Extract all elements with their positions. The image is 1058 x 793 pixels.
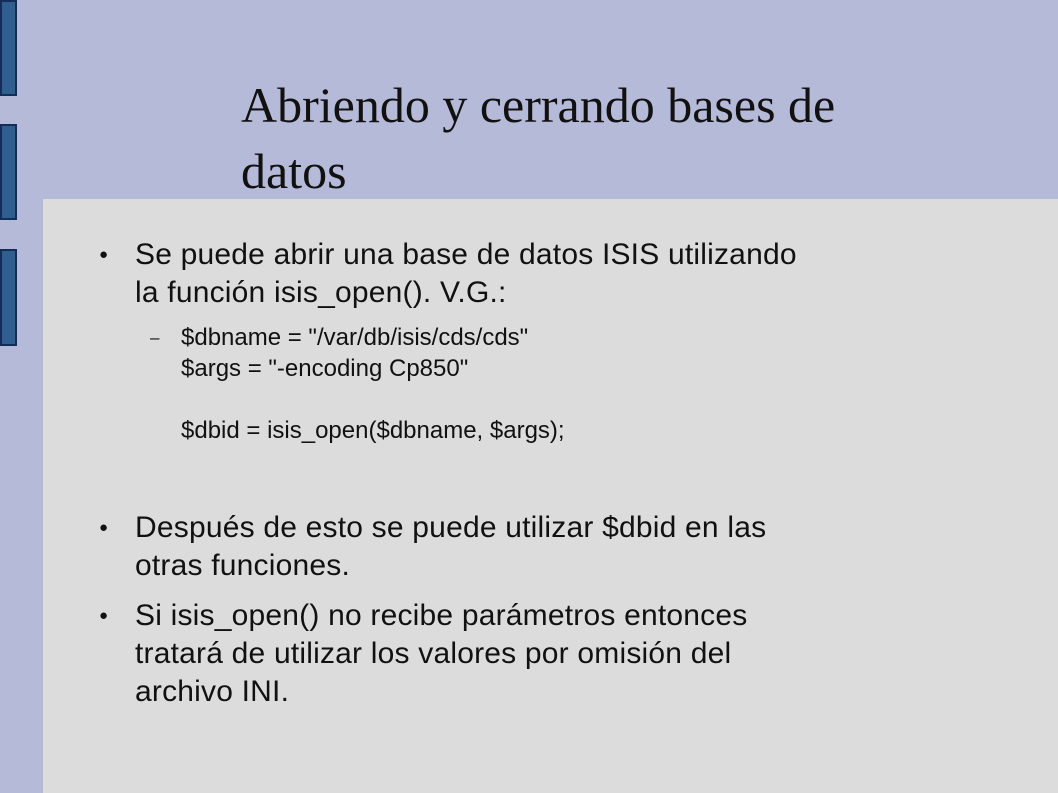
bullet-marker-3: ● — [99, 607, 109, 624]
bullet-3-line-1: Si isis_open() no recibe parámetros entonces — [135, 599, 748, 632]
bullet-2-line-1: Después de esto se puede utilizar $dbid en las — [135, 511, 767, 544]
bullet-2-line-2: otras funciones. — [135, 549, 350, 582]
bullet-text-3 — [135, 597, 955, 711]
left-decorative-bar-bottom — [0, 249, 17, 346]
left-decorative-bar-top — [0, 0, 17, 96]
code-line-dbid: $dbid = isis_open($dbname, $args); — [181, 417, 565, 444]
bullet-marker-1: ● — [99, 246, 109, 263]
code-blank-line — [181, 384, 881, 415]
sub-bullet-marker-1: – — [150, 328, 160, 347]
slide-title — [241, 72, 1021, 204]
bullet-text-2 — [135, 509, 955, 585]
code-line-dbname: $dbname = "/var/db/isis/cds/cds" — [181, 324, 529, 351]
bullet-3-line-3: archivo INI. — [135, 675, 290, 708]
left-decorative-bar-middle — [0, 124, 17, 220]
code-line-args: $args = "-encoding Cp850" — [181, 355, 469, 382]
bullet-3-line-2: tratará de utilizar los valores por omisión del — [135, 637, 732, 670]
code-example-lines — [181, 322, 881, 446]
bullet-1-line-2: la función isis_open(). V.G.: — [135, 276, 507, 309]
bullet-text-1 — [135, 236, 955, 312]
bullet-1-line-1: Se puede abrir una base de datos ISIS utilizando — [135, 238, 797, 271]
bullet-marker-2: ● — [99, 519, 109, 536]
slide-title-line-2: datos — [241, 143, 347, 199]
slide-title-line-1: Abriendo y cerrando bases de — [241, 77, 836, 133]
